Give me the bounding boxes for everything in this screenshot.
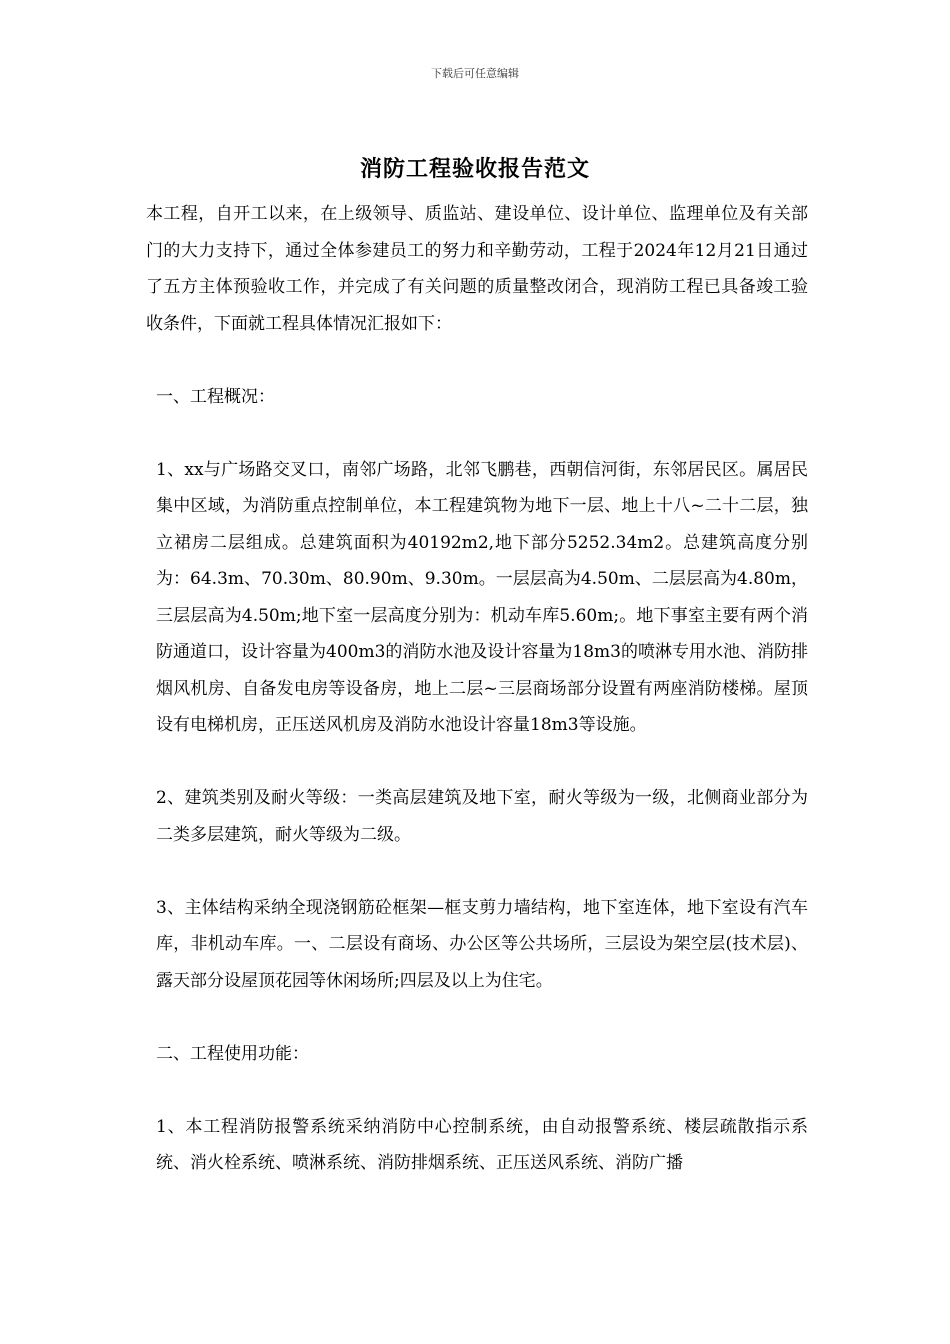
paragraph-spacer xyxy=(146,999,808,1036)
paragraph-spacer xyxy=(146,853,808,890)
overview-item-3: 3、主体结构采纳全现浇钢筋砼框架—框支剪力墙结构，地下室连体，地下室设有汽车库，非机动车库。一、二层设有商场、办公区等公共场所，三层设为架空层(技术层)、露天部分设屋顶花园等休闲场所;四层及以上为住宅。 xyxy=(156,897,808,991)
document-title: 消防工程验收报告范文 xyxy=(359,156,590,182)
paragraph-spacer xyxy=(146,744,808,781)
section-heading-overview: 一、工程概况： xyxy=(156,386,275,407)
intro-paragraph: 本工程，自开工以来，在上级领导、质监站、建设单位、设计单位、监理单位及有关部门的大力支持下，通过全体参建员工的努力和辛勤劳动，工程于2024年12月21日通过了五方主体预验收工作，并完成了有关问题的质量整改闭合，现消防工程已具备竣工验收条件，下面就工程具体情况汇报如下： xyxy=(146,204,808,334)
paragraph-spacer xyxy=(146,342,808,379)
overview-item-1: 1、xx与广场路交叉口，南邻广场路，北邻飞鹏巷，西朝信河街，东邻居民区。属居民集中区域，为消防重点控制单位，本工程建筑物为地下一层、地上十八~二十二层，独立裙房二层组成。总建筑面积为40192m2,地下部分5252.34m2。总建筑高度分别为：64.3m、70.30m、80.90m、9.30m。一层层高为4.50m、二层层高为4.80m，三层层高为4.50m;地下室一层高度分别为：机动车库5.60m;。地下事室主要有两个消防通道口，设计容量为400m3的消防水池及设计容量为18m3的喷淋专用水池、消防排烟风机房、自备发电房等设备房，地上二层~三层商场部分设置有两座消防楼梯。屋顶设有电梯机房，正压送风机房及消防水池设计容量18m3等设施。 xyxy=(156,459,808,735)
functions-item-1: 1、本工程消防报警系统采纳消防中心控制系统，由自动报警系统、楼层疏散指示系统、消火栓系统、喷淋系统、消防排烟系统、正压送风系统、消防广播 xyxy=(156,1116,808,1173)
paragraph-spacer xyxy=(146,415,808,452)
header-note: 下载后可任意编辑 xyxy=(431,67,519,80)
document-body xyxy=(146,196,808,1182)
paragraph-spacer xyxy=(146,1072,808,1109)
section-heading-functions: 二、工程使用功能： xyxy=(156,1043,309,1064)
overview-item-2: 2、建筑类别及耐火等级：一类高层建筑及地下室，耐火等级为一级，北侧商业部分为二类多层建筑，耐火等级为二级。 xyxy=(156,788,808,845)
